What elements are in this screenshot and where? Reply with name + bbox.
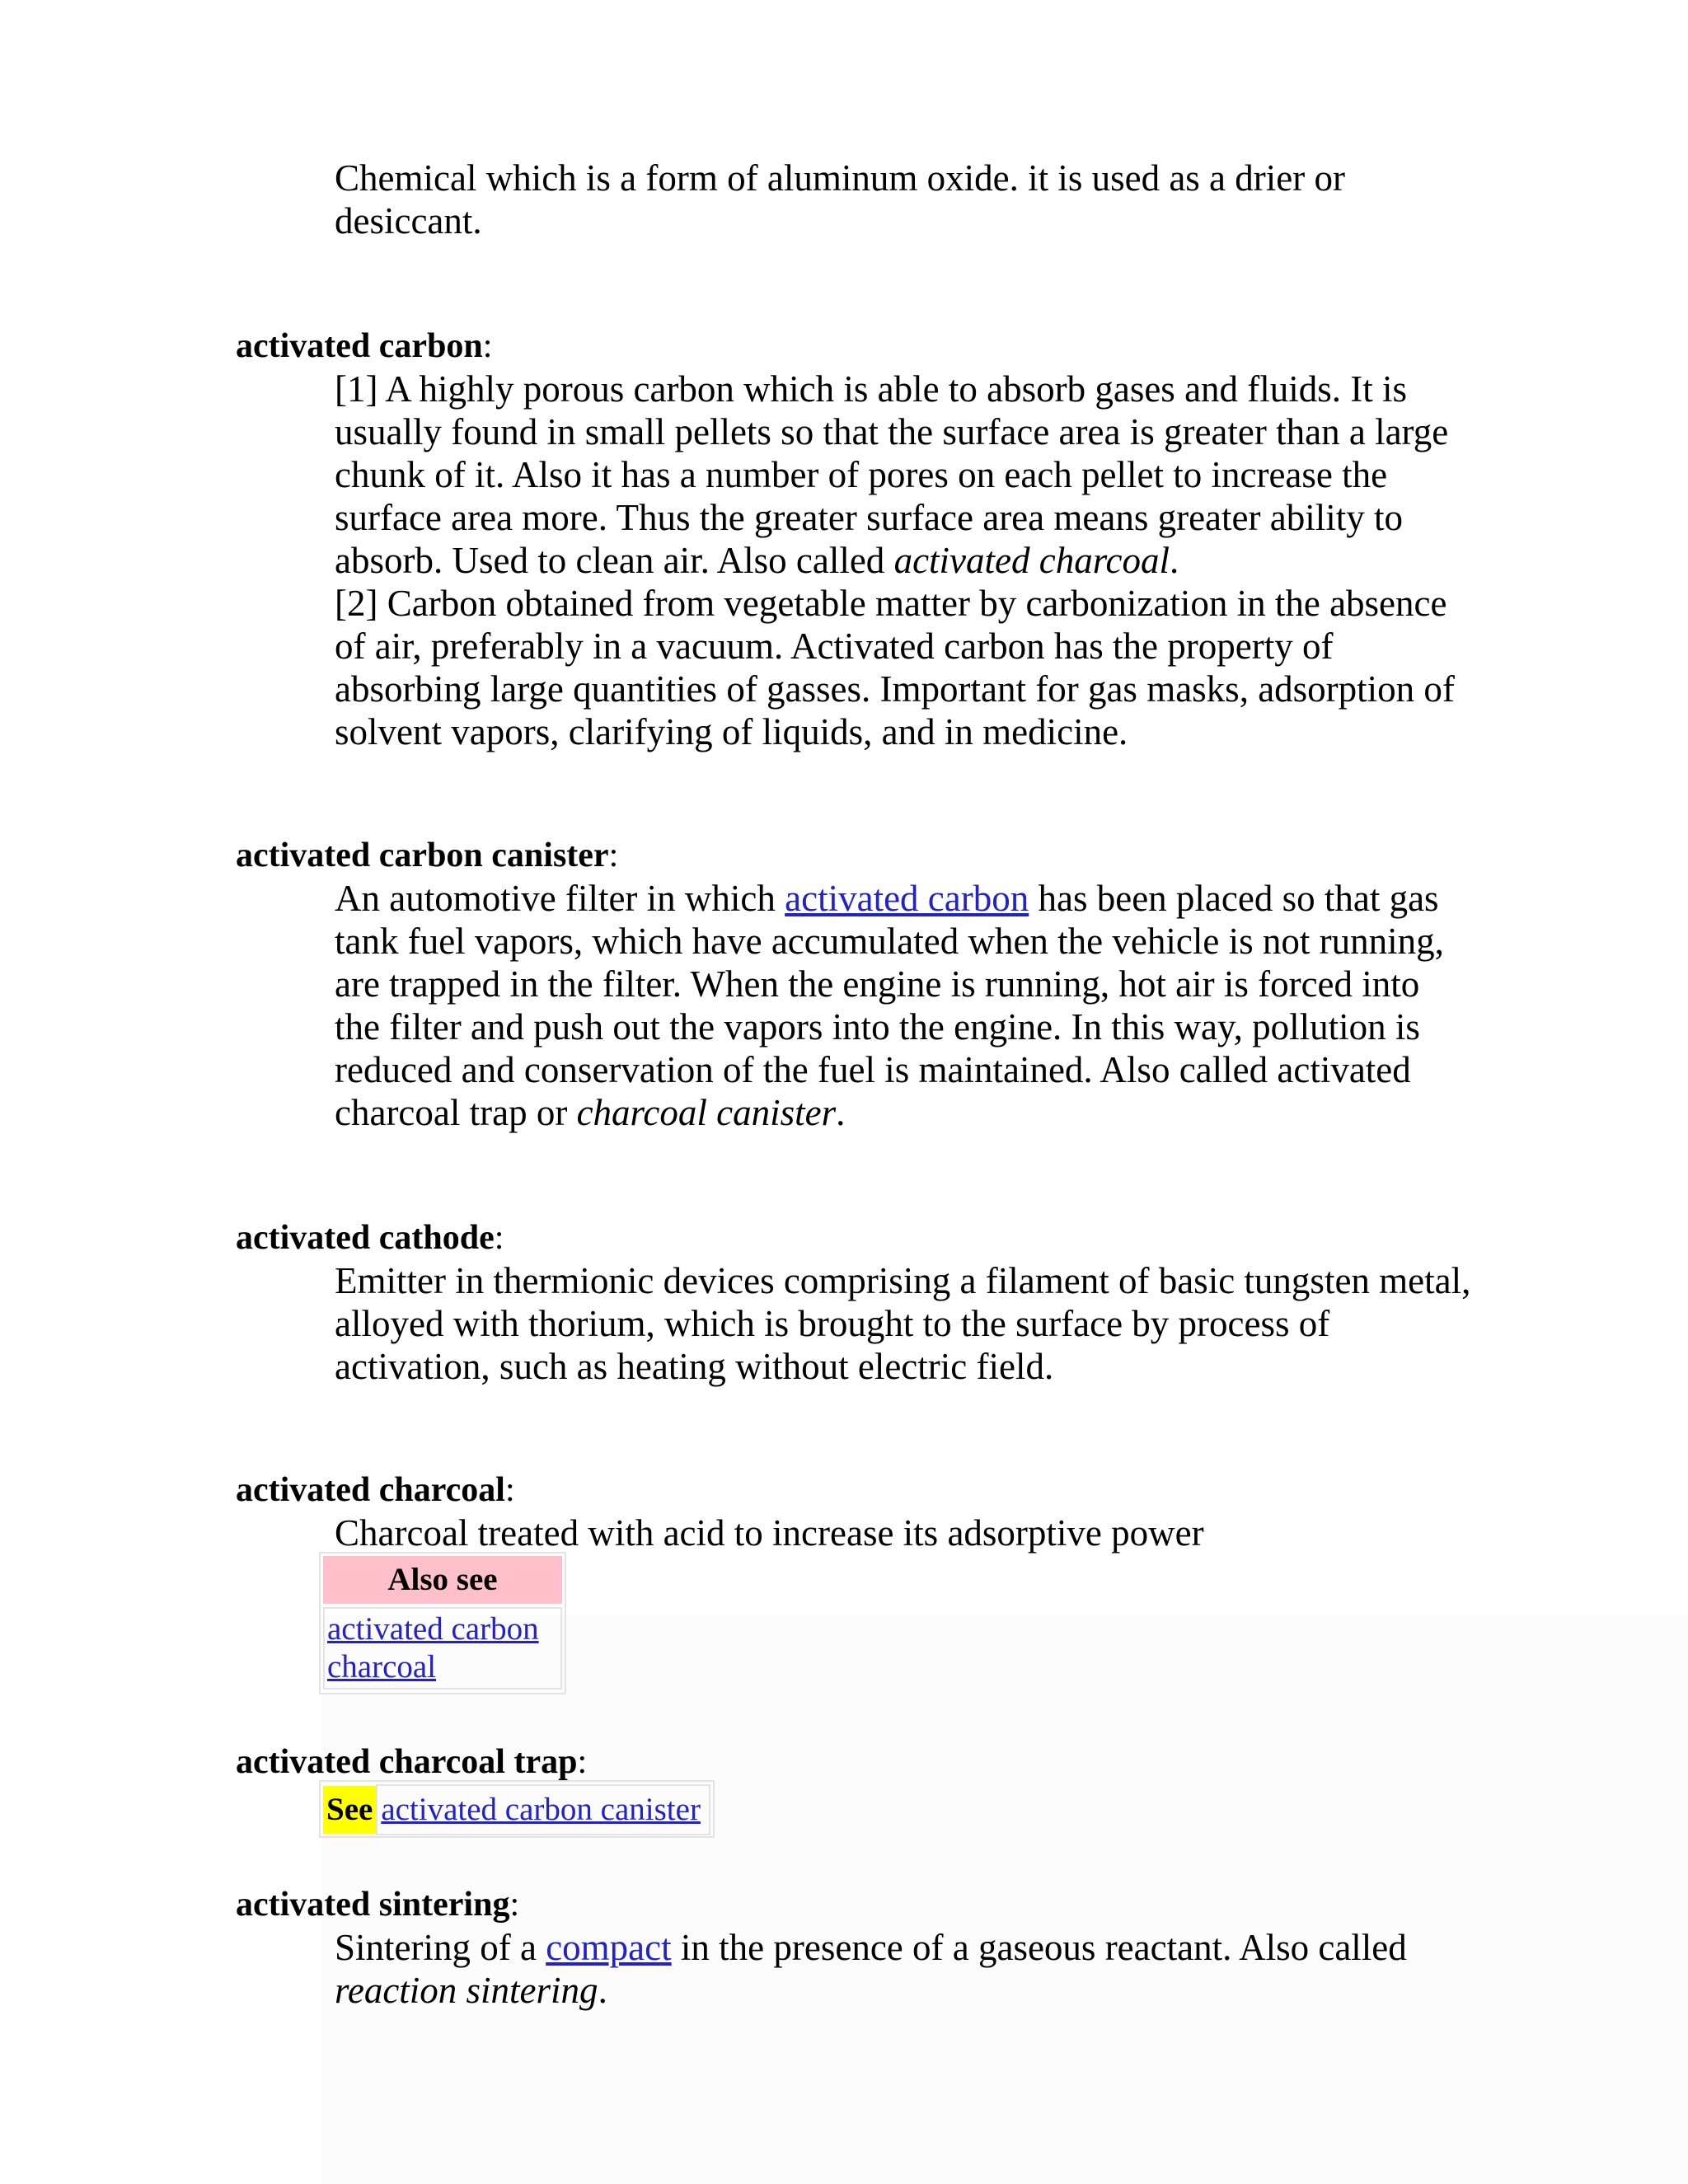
term-activated-charcoal-trap (236, 1741, 1554, 1783)
term-colon: : (482, 327, 493, 365)
term-colon: : (494, 1219, 504, 1257)
also-see-link-activated-carbon[interactable]: activated carbon (327, 1611, 539, 1647)
definition-period: . (836, 1092, 846, 1133)
term-colon: : (509, 1886, 520, 1924)
term-colon: : (504, 1471, 515, 1509)
definition-text-cont: has been placed so that gas tank fuel vapors, which have accumulated when the vehicle is not running, are trapped in the filter. When the engine is running, hot air is forced into the filter and push out the vapors into the engine. In this way, pollution is reduced and conservation of the fuel is maintained. Also called activated charcoal trap or (335, 878, 1444, 1133)
definition-italic-term: charcoal canister (576, 1092, 837, 1133)
also-see-link-charcoal[interactable]: charcoal (327, 1649, 437, 1685)
definition-period: . (598, 1970, 607, 2011)
term-activated-cathode (236, 1216, 1554, 1259)
link-activated-carbon[interactable]: activated carbon (785, 878, 1029, 919)
definition-text-cont: in the presence of a gaseous reactant. Also called (671, 1927, 1407, 1968)
intro-definition: Chemical which is a form of aluminum oxide. it is used as a drier or desiccant. (335, 157, 1345, 241)
see-label: See (323, 1786, 376, 1834)
definition-text-2: [2] Carbon obtained from vegetable matter by carbonization in the absence of air, preferably in a vacuum. Activated carbon has the property of absorbing large quantities of gasses. Important for gas masks, adsorption of solvent vapors, clarifying of liquids, and in medicine. (335, 583, 1455, 752)
also-see-table (319, 1552, 566, 1694)
term-label: activated charcoal trap (236, 1743, 578, 1781)
see-link-activated-carbon-canister[interactable]: activated carbon canister (381, 1792, 701, 1827)
term-activated-sintering (236, 1883, 1554, 1926)
also-see-list (323, 1607, 562, 1690)
definition-activated-sintering (335, 1926, 1472, 2012)
definition-activated-carbon (335, 368, 1472, 753)
term-label: activated carbon canister (236, 837, 609, 874)
term-activated-carbon (236, 325, 1554, 368)
term-label: activated cathode (236, 1219, 495, 1257)
link-compact[interactable]: compact (546, 1927, 672, 1968)
definition-activated-cathode: Emitter in thermionic devices comprising a filament of basic tungsten metal, alloyed with thorium, which is brought to the surface by process of activation, such as heating without electric field. (335, 1260, 1471, 1387)
see-reference-table (319, 1780, 715, 1838)
term-colon: : (608, 837, 619, 874)
definition-italic-term: reaction sintering (335, 1970, 598, 2011)
term-label: activated charcoal (236, 1471, 505, 1509)
term-activated-carbon-canister (236, 834, 1554, 877)
term-activated-charcoal (236, 1469, 1554, 1511)
definition-italic-term: activated charcoal (893, 540, 1170, 581)
definition-text: [1] A highly porous carbon which is able to absorb gases and fluids. It is usually found in small pellets so that the surface area is greater than a large chunk of it. Also it has a number of pores on each pellet to increase the surface area more. Thus the greater surface area means greater ability to absorb. Used to clean air. Also called (335, 368, 1449, 581)
definition-text: Sintering of a (335, 1927, 546, 1968)
definition-period: . (1170, 540, 1179, 581)
also-see-header: Also see (323, 1556, 562, 1604)
definition-activated-carbon-canister (335, 877, 1472, 1134)
definition-activated-charcoal: Charcoal treated with acid to increase its adsorptive power (335, 1512, 1204, 1554)
term-label: activated carbon (236, 327, 483, 365)
see-reference-cell (376, 1784, 710, 1835)
definition-text: An automotive filter in which (335, 878, 785, 919)
term-label: activated sintering (236, 1886, 510, 1924)
term-colon: : (577, 1743, 588, 1781)
